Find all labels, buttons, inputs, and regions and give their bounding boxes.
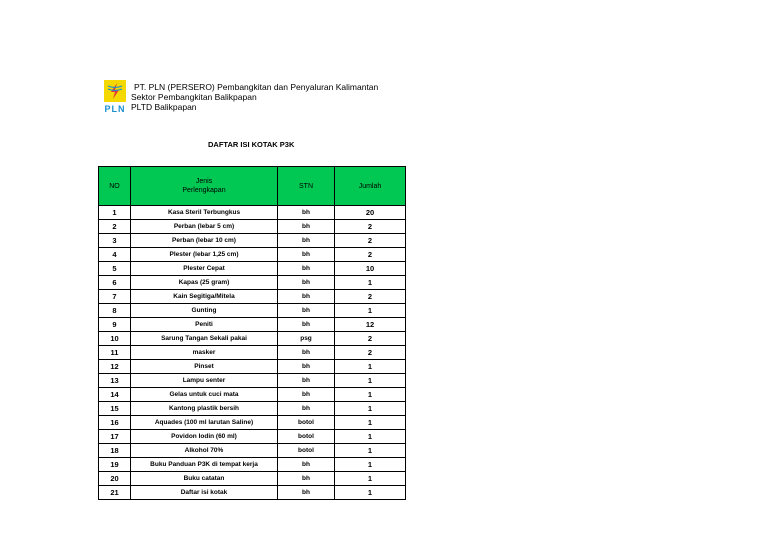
company-line-3: PLTD Balikpapan (131, 102, 197, 112)
table-row (99, 346, 406, 360)
cell-jenis: Gunting (131, 304, 278, 318)
cell-jumlah: 1 (335, 444, 406, 458)
cell-jenis: masker (131, 346, 278, 360)
table-row (99, 248, 406, 262)
table-row (99, 332, 406, 346)
lightning-icon (104, 80, 126, 102)
cell-no: 16 (99, 416, 131, 430)
cell-jumlah: 2 (335, 332, 406, 346)
cell-no: 9 (99, 318, 131, 332)
cell-jenis: Kasa Steril Terbungkus (131, 206, 278, 220)
cell-no: 10 (99, 332, 131, 346)
cell-jenis: Aquades (100 ml larutan Saline) (131, 416, 278, 430)
cell-jumlah: 1 (335, 416, 406, 430)
cell-no: 2 (99, 220, 131, 234)
cell-stn: bh (278, 234, 335, 248)
cell-jumlah: 1 (335, 360, 406, 374)
cell-jumlah: 1 (335, 486, 406, 500)
table-row (99, 262, 406, 276)
table-row (99, 374, 406, 388)
cell-stn: bh (278, 290, 335, 304)
cell-stn: bh (278, 486, 335, 500)
cell-no: 4 (99, 248, 131, 262)
table-row (99, 234, 406, 248)
cell-jenis: Alkohol 70% (131, 444, 278, 458)
cell-no: 21 (99, 486, 131, 500)
table-row (99, 388, 406, 402)
cell-stn: bh (278, 388, 335, 402)
table-header-row (99, 167, 406, 206)
cell-stn: bh (278, 374, 335, 388)
cell-jenis: Plester Cepat (131, 262, 278, 276)
table-row (99, 402, 406, 416)
table-body (99, 206, 406, 500)
table-row (99, 472, 406, 486)
cell-jumlah: 1 (335, 458, 406, 472)
table-row (99, 444, 406, 458)
header-jenis (131, 167, 278, 206)
header-jumlah: Jumlah (335, 167, 406, 206)
cell-jumlah: 10 (335, 262, 406, 276)
cell-stn: bh (278, 402, 335, 416)
cell-jenis: Buku Panduan P3K di tempat kerja (131, 458, 278, 472)
header-jenis-line-2: Perlengkapan (182, 187, 226, 194)
cell-jenis: Daftar isi kotak (131, 486, 278, 500)
cell-jenis: Kantong plastik bersih (131, 402, 278, 416)
document-title: DAFTAR ISI KOTAK P3K (208, 140, 295, 149)
cell-jumlah: 2 (335, 346, 406, 360)
cell-jumlah: 1 (335, 276, 406, 290)
table-row (99, 458, 406, 472)
table-row (99, 206, 406, 220)
cell-jenis: Peniti (131, 318, 278, 332)
table-row (99, 416, 406, 430)
table-row (99, 360, 406, 374)
cell-stn: bh (278, 318, 335, 332)
cell-stn: botol (278, 430, 335, 444)
cell-jenis: Perban (lebar 10 cm) (131, 234, 278, 248)
cell-stn: psg (278, 332, 335, 346)
cell-no: 14 (99, 388, 131, 402)
table-row (99, 318, 406, 332)
cell-stn: bh (278, 262, 335, 276)
p3k-table (98, 166, 406, 500)
cell-no: 20 (99, 472, 131, 486)
cell-stn: bh (278, 206, 335, 220)
table-row (99, 430, 406, 444)
cell-stn: bh (278, 360, 335, 374)
cell-jenis: Plester (lebar 1,25 cm) (131, 248, 278, 262)
table-row (99, 290, 406, 304)
cell-no: 18 (99, 444, 131, 458)
cell-jenis: Pinset (131, 360, 278, 374)
cell-jenis: Perban (lebar 5 cm) (131, 220, 278, 234)
cell-jumlah: 2 (335, 234, 406, 248)
header-stn: STN (278, 167, 335, 206)
logo-text: PLN (104, 104, 126, 114)
cell-jumlah: 1 (335, 472, 406, 486)
cell-stn: bh (278, 304, 335, 318)
cell-no: 3 (99, 234, 131, 248)
cell-stn: bh (278, 458, 335, 472)
cell-stn: botol (278, 444, 335, 458)
cell-jenis: Kain Segitiga/Mitela (131, 290, 278, 304)
cell-no: 11 (99, 346, 131, 360)
cell-jenis: Povidon Iodin (60 ml) (131, 430, 278, 444)
cell-no: 19 (99, 458, 131, 472)
cell-jumlah: 1 (335, 402, 406, 416)
company-name (131, 82, 378, 112)
pln-logo (101, 80, 129, 116)
company-line-1: PT. PLN (PERSERO) Pembangkitan dan Penyaluran Kalimantan (134, 82, 379, 92)
cell-no: 17 (99, 430, 131, 444)
table-row (99, 486, 406, 500)
cell-no: 7 (99, 290, 131, 304)
cell-stn: bh (278, 346, 335, 360)
cell-jumlah: 1 (335, 430, 406, 444)
company-line-2: Sektor Pembangkitan Balikpapan (131, 92, 257, 102)
cell-no: 5 (99, 262, 131, 276)
cell-jumlah: 20 (335, 206, 406, 220)
cell-jumlah: 1 (335, 304, 406, 318)
cell-jumlah: 1 (335, 388, 406, 402)
cell-no: 8 (99, 304, 131, 318)
cell-stn: bh (278, 248, 335, 262)
cell-jenis: Buku catatan (131, 472, 278, 486)
table-row (99, 304, 406, 318)
cell-jumlah: 12 (335, 318, 406, 332)
cell-jenis: Lampu senter (131, 374, 278, 388)
cell-jumlah: 2 (335, 220, 406, 234)
cell-jenis: Sarung Tangan Sekali pakai (131, 332, 278, 346)
cell-stn: botol (278, 416, 335, 430)
header-no: NO (99, 167, 131, 206)
cell-stn: bh (278, 472, 335, 486)
cell-jenis: Kapas (25 gram) (131, 276, 278, 290)
cell-no: 12 (99, 360, 131, 374)
table-row (99, 220, 406, 234)
cell-jumlah: 2 (335, 290, 406, 304)
table-row (99, 276, 406, 290)
cell-jenis: Gelas untuk cuci mata (131, 388, 278, 402)
cell-no: 15 (99, 402, 131, 416)
cell-jumlah: 1 (335, 374, 406, 388)
cell-no: 6 (99, 276, 131, 290)
cell-stn: bh (278, 220, 335, 234)
cell-stn: bh (278, 276, 335, 290)
cell-no: 13 (99, 374, 131, 388)
header-jenis-line-1: Jenis (195, 178, 213, 185)
cell-jumlah: 2 (335, 248, 406, 262)
cell-no: 1 (99, 206, 131, 220)
